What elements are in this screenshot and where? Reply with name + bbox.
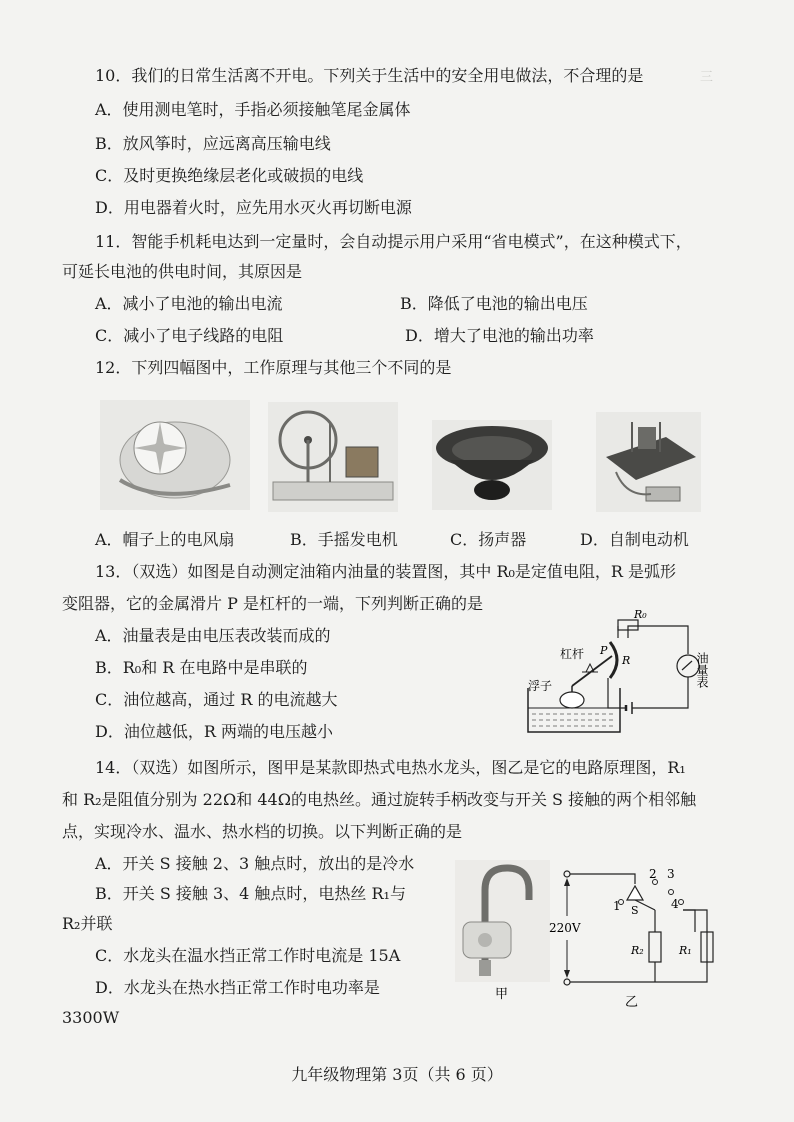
q14-stem-line2: 和 R₂是阻值分别为 22Ω和 44Ω的电热丝。通过旋转手柄改变与开关 S 接触的两个相邻触 — [62, 790, 697, 809]
q14-option-c: C．水龙头在温水挡正常工作时电流是 15A — [95, 946, 401, 965]
q12-option-b: B．手摇发电机 — [290, 530, 398, 549]
q14-stem-line1: 14．（双选）如图所示，图甲是某款即热式电热水龙头，图乙是它的电路原理图，R₁ — [95, 758, 686, 777]
contact-3-label: 3 — [667, 867, 675, 881]
r-label: R — [622, 654, 631, 667]
q14-option-d-line1: D．水龙头在热水挡正常工作时电功率是 — [95, 978, 380, 997]
lever-label: 杠杆 — [560, 647, 585, 661]
q14-stem-line3: 点，实现冷水、温水、热水档的切换。以下判断正确的是 — [62, 822, 463, 841]
contact-1-label: 1 — [613, 899, 621, 913]
q13-option-a: A．油量表是由电压表改装而成的 — [95, 626, 331, 645]
hat-fan-image — [100, 400, 250, 510]
q10-option-d: D．用电器着火时，应先用水灭火再切断电源 — [95, 198, 412, 217]
page-footer: 九年级物理第 3页（共 6 页） — [291, 1065, 503, 1084]
contact-2-label: 2 — [649, 867, 657, 881]
q14-option-b-line2: R₂并联 — [62, 914, 113, 933]
q11-stem-line1: 11．智能手机耗电达到一定量时，会自动提示用户采用“省电模式”，在这种模式下， — [95, 232, 692, 251]
hand-crank-generator-image — [268, 402, 398, 512]
bleed-through-mark: 三 — [700, 70, 714, 85]
homemade-motor-image — [596, 412, 701, 512]
voltage-label: 220V — [549, 921, 581, 935]
contact-4-label: 4 — [671, 897, 679, 911]
q10-stem: 10．我们的日常生活离不开电。下列关于生活中的安全用电做法，不合理的是 — [95, 66, 644, 85]
q11-option-b: B．降低了电池的输出电压 — [400, 294, 588, 313]
q11-option-d: D．增大了电池的输出功率 — [405, 326, 594, 345]
q11-option-a: A．减小了电池的输出电流 — [95, 294, 283, 313]
r1-label: R₁ — [679, 944, 692, 957]
loudspeaker-image — [432, 420, 552, 510]
float-label: 浮子 — [528, 679, 553, 693]
q12-option-c: C．扬声器 — [450, 530, 527, 549]
q14-option-b-line1: B．开关 S 接触 3、4 触点时，电热丝 R₁与 — [95, 884, 406, 903]
q14-option-a: A．开关 S 接触 2、3 触点时，放出的是冷水 — [95, 854, 415, 873]
q13-option-b: B．R₀和 R 在电路中是串联的 — [95, 658, 308, 677]
p-label: P — [600, 644, 608, 657]
r0-label: R₀ — [634, 608, 647, 621]
q13-option-c: C．油位越高，通过 R 的电流越大 — [95, 690, 338, 709]
q10-option-b: B．放风筝时，应远离高压输电线 — [95, 134, 331, 153]
oil-meter-label: 油量表 — [695, 652, 709, 688]
faucet-circuit-diagram — [545, 862, 725, 1012]
q12-option-a: A．帽子上的电风扇 — [95, 530, 235, 549]
q10-option-c: C．及时更换绝缘层老化或破损的电线 — [95, 166, 364, 185]
q11-stem-line2: 可延长电池的供电时间，其原因是 — [62, 262, 303, 281]
q12-option-d: D．自制电动机 — [580, 530, 689, 549]
q13-stem-line1: 13．（双选）如图是自动测定油箱内油量的装置图，其中 R₀是定值电阻，R 是弧形 — [95, 562, 677, 581]
q12-stem: 12．下列四幅图中，工作原理与其他三个不同的是 — [95, 358, 452, 377]
figure-jia-label: 甲 — [495, 987, 509, 1000]
q13-stem-line2: 变阻器，它的金属滑片 P 是杠杆的一端，下列判断正确的是 — [62, 594, 483, 613]
q14-option-d-line2: 3300W — [62, 1008, 120, 1027]
oil-gauge-diagram — [520, 608, 730, 738]
q11-option-c: C．减小了电子线路的电阻 — [95, 326, 284, 345]
q13-option-d: D．油位越低，R 两端的电压越小 — [95, 722, 333, 741]
switch-s-label: S — [631, 904, 639, 917]
figure-yi-label: 乙 — [625, 995, 639, 1010]
r2-label: R₂ — [631, 944, 644, 957]
q10-option-a: A．使用测电笔时，手指必须接触笔尾金属体 — [95, 100, 411, 119]
faucet-photo — [455, 860, 550, 1000]
